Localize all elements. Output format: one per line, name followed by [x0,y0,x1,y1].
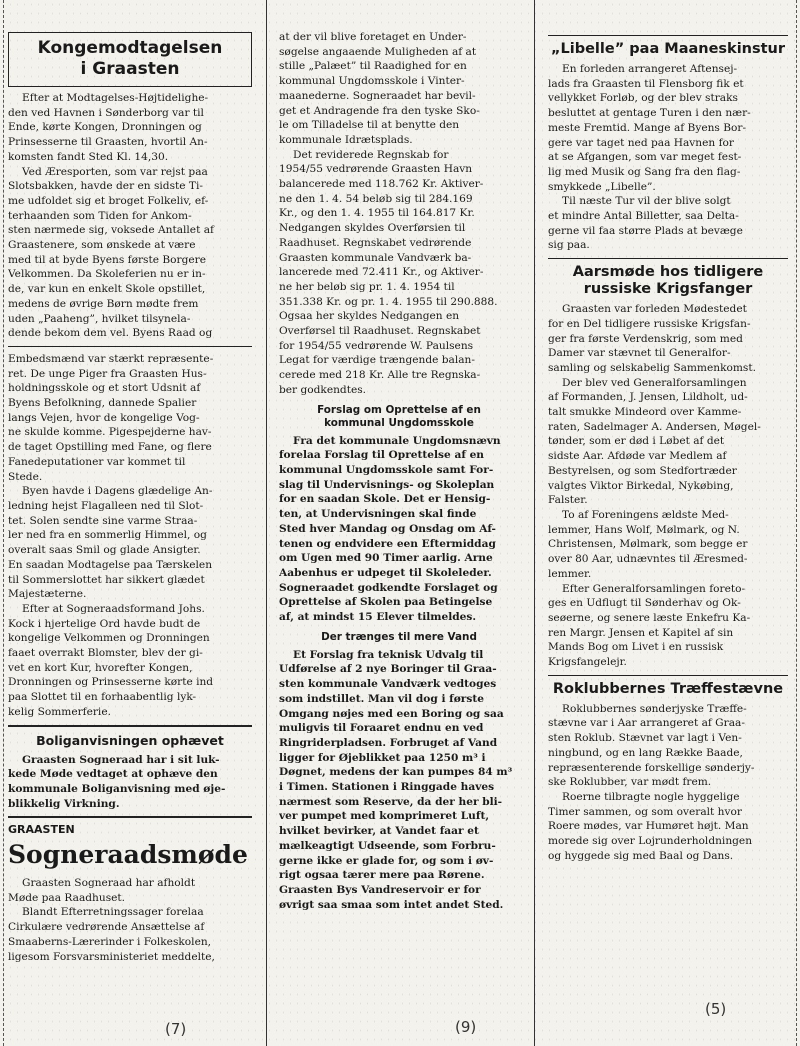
page-mark-col1: (7) [165,1020,187,1038]
divider [548,675,788,676]
headline-roklubbernes: Roklubbernes Træffestævne [552,680,784,697]
article-paragraph: Ved Æresporten, som var rejst paa Slotsbakken, havde der en sidste Ti- me udfoldet sig et broget Folkeliv, ef- terhaanden som Tiden for Ankom- sten nærmede sig, voksede Antallet af Graastenere, som ønskede at være med til at byde Byens første Borgere Velkommen. Da Skoleferien nu er in- de, var kun en enkelt Skole opstillet, medens de øvrige Børn mødte frem uden „Paaheng”, hvilket tilsynela- dende bekom dem vel. Byens Raad og [8,165,214,340]
divider [8,346,252,347]
article-paragraph: Til næste Tur vil der blive solgt et mindre Antal Billetter, saa Delta- gerne vil faa større Plads at bevæge sig paa. [548,195,743,252]
clipping-edge-left [3,0,4,1046]
headline-aarsmode: Aarsmøde hos tidligere russiske Krigsfanger [572,264,764,298]
article-paragraph: En forleden arrangeret Aftensej- lads fra Graasten til Flensborg fik et vellykket Forløb, og der blev straks besluttet at gentage Turen i den nær- meste Fremtid. Mange af Byens Bor- gere var taget ned paa Havnen for at se Afgangen, som var meget fest- lig med Musik og Sang fra den flag- smykkede „Libelle”. [548,63,751,193]
subheading-ungdomsskole: Forslag om Oprettelse af en kommunal Ungdomsskole [317,403,481,429]
column-3 [548,30,788,1032]
article-paragraph: Embedsmænd var stærkt repræsente- ret. De unge Piger fra Graasten Hus- holdningsskole og et stort Udsnit af Byens Befolkning, dannede Spalier langs Vejen, hvor de kongelige Vog- ne skulde komme. Pigespejderne hav- de taget Opstilling med Fane, og flere Fanedeputationer var kommet til Stede. [8,352,214,483]
article-paragraph: Et Forslag fra teknisk Udvalg til Udførelse af 2 nye Boringer til Graa- sten kommunale Vandværk vedtoges som indstillet. Man vil dog i første Omgang nøjes med een Boring og saa muligvis til Foraaret endnu en ved Ringriderpladsen. Forbruget af Vand ligger for Øjeblikket paa 1250 m³ i Døgnet, medens der kan pumpes 84 m³ i Timen. Stationen i Ringgade haves nærmest som Reserve, da der her bli- ver pumpet med komprimeret Luft, hvilket bevirker, at Vandet faar et mælkeagtigt Udseende, som Forbru- gerne ikke er glade for, og som i øv- rigt ogsaa tærer mere paa Rørene. Graasten Bys Vandreservoir er for øvrigt saa smaa som intet andet Sted. [279,648,513,911]
column-2 [279,30,519,1032]
column-1 [8,30,252,1032]
article-paragraph: Blandt Efterretningssager forelaa Cirkulære vedrørende Ansættelse af Smaaberns-Lærerinder i Folkeskolen, ligesom Forsvarsministeriet meddelte, [8,906,215,963]
subheading-vand: Der trænges til mere Vand [321,630,477,643]
article-paragraph: Byen havde i Dagens glædelige An- ledning hejst Flagalleen ned til Slot- tet. Solen sendte sine varme Straa- ler ned fra en sommerlig Himmel, og overalt saas Smil og glade Ansigter. En saadan Modtagelse paa Tærskelen til Sommerslottet har sikkert glædet Majestæterne. [8,485,213,601]
article-paragraph: Det reviderede Regnskab for 1954/55 vedrørende Graasten Havn balancerede med 118.762 Kr. Aktiver- ne den 1. 4. 54 beløb sig til 284.169 Kr., og den 1. 4. 1955 til 164.817 Kr. Nedgangen skyldes Overførsien til Raadhuset. Regnskabet vedrørende Graasten kommunale Vandværk ba- lancerede med 72.411 Kr., og Aktiver- ne her beløb sig pr. 1. 4. 1954 til 351.338 Kr. og pr. 1. 4. 1955 til 290.888. Ogsaa her skyldes Nedgangen en Overførsel til Raadhuset. Regnskabet for 1954/55 vedrørende W. Paulsens Legat for værdige trængende balan- cerede med 218 Kr. Alle tre Regnska- ber godkendtes. [279,148,498,396]
divider [8,816,252,818]
article-paragraph: Graasten Sogneraad har i sit luk- kede Møde vedtaget at ophæve den kommunale Boliganvisning med øje- blikkelig Virkning. [8,753,226,810]
article-paragraph: Graasten var forleden Mødestedet for en Del tidligere russiske Krigsfan- ger fra første Verdenskrig, som med Damer var stævnet til Generalfor- samling og selskabelig Sammenkomst. [548,303,756,374]
article-paragraph: Der blev ved Generalforsamlingen af Formanden, J. Jensen, Lildholt, ud- talt smukke Mindeord over Kamme- raten, Sadelmager A. Andersen, Møgel- tønder, som er død i Løbet af det sidste Aar. Afdøde var Medlem af Bestyrelsen, og som Stedfortræder valgtes Viktor Birkedal, Nykøbing, Falster. [548,376,761,507]
headline-sogneraadsmode: Sogneraadsmøde [8,840,248,870]
divider [8,725,252,727]
divider [548,35,788,36]
article-paragraph: Graasten Sogneraad har afholdt Møde paa Raadhuset. [8,877,196,904]
headline-boliganvisningen: Boliganvisningen ophævet [36,732,224,748]
article-paragraph: Roerne tilbragte nogle hyggelige Timer sammen, og som overalt hvor Roere mødes, var Humøret højt. Man morede sig over Lojrunderholdningen og hyggede sig med Baal og Dans. [548,790,753,862]
headline-kongemodtagelsen: Kongemodtagelsen i Graasten [37,38,223,79]
article-paragraph: Efter at Modtagelses-Højtidelighe- den ved Havnen i Sønderborg var til Ende, kørte Kongen, Dronningen og Prinsesserne til Graasten, hvortil An- komsten fandt Sted Kl. 14,30. [8,92,209,163]
column-divider-left [266,0,267,1046]
headline-box-kongemodtagelsen [8,32,252,87]
article-paragraph: To af Foreningens ældste Med- lemmer, Hans Wolf, Mølmark, og N. Christensen, Mølmark, som begge er over 80 Aar, udnævntes til Æresmed- lemmer. [548,508,748,580]
column-divider-right [534,0,535,1046]
page-mark-col3: (5) [705,1000,727,1018]
page-mark-col2: (9) [455,1018,477,1036]
divider [548,258,788,259]
headline-libelle: „Libelle” paa Maaneskinstur [550,41,786,57]
article-paragraph: Roklubbernes sønderjyske Træffe- stævne var i Aar arrangeret af Graa- sten Roklub. Stævnet var lagt i Ven- ningbund, og en lang Række Baade, repræsenterende forskellige sønderjy- ske Roklubber, var mødt frem. [548,702,755,789]
article-paragraph: Efter at Sogneraadsformand Johs. Kock i hjertelige Ord havde budt de kongelige Velkommen og Dronningen faaet overrakt Blomster, blev der gi- vet en kort Kur, hvorefter Kongen, Dronningen og Prinsesserne kørte ind paa Slottet til en forhaabentlig lyk- kelig Sommerferie. [8,602,214,718]
clipping-edge-right [796,0,797,1046]
kicker-graasten: GRAASTEN [8,823,75,837]
article-paragraph: Fra det kommunale Ungdomsnævn forelaa Forslag til Oprettelse af en kommunal Ungdomsskole samt For- slag til Undervisnings- og Skoleplan for en saadan Skole. Det er Hensig- ten, at Undervisningen skal finde Sted hver Mandag og Onsdag om Af- tenen og endvidere een Eftermiddag om Ugen med 90 Timer aarlig. Arne Aabenhus er udpeget til Skoleleder. Sogneraadet godkendte Forslaget og Oprettelse af Skolen paa Betingelse af, at mindst 15 Elever tilmeldes. [279,434,501,624]
article-paragraph: at der vil blive foretaget en Under- søgelse angaaende Muligheden af at stille „Palæet” til Raadighed for en kommunal Ungdomsskole i Vinter- maanederne. Sogneraadet har bevil- get et Andragende fra den tyske Sko- le om Tilladelse til at benytte den kommunale Idrætsplads. [279,31,480,146]
article-paragraph: Efter Generalforsamlingen foreto- ges en Udflugt til Sønderhav og Ok- seøerne, og senere læste Enkefru Ka- ren Margr. Jensen et Kapitel af sin Mands Bog om Livet i en russisk Krigsfangelejr. [548,582,751,669]
